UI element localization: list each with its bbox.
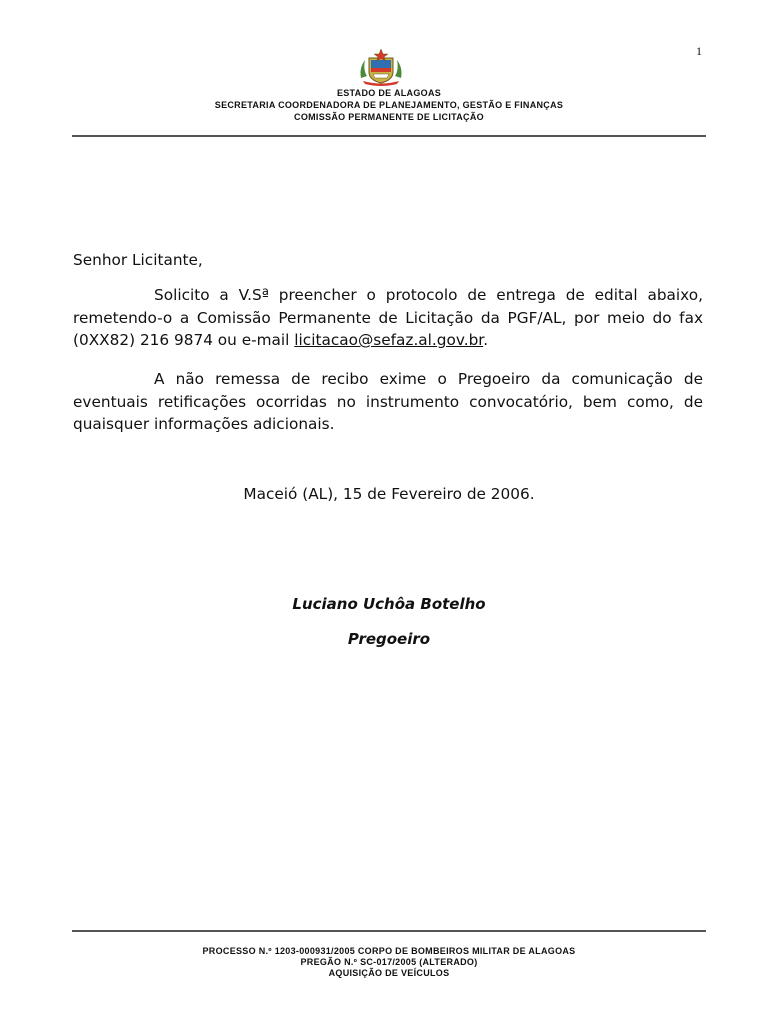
- paragraph-request-end: .: [483, 331, 489, 349]
- footer-process: PROCESSO N.º 1203-000931/2005 CORPO DE BOMBEIROS MILITAR DE ALAGOAS: [202, 946, 576, 956]
- page-number: 1: [696, 44, 702, 58]
- salutation: Senhor Licitante,: [73, 251, 203, 269]
- footer-auction: PREGÃO N.º SC-017/2005 (ALTERADO): [300, 957, 478, 967]
- paragraph-request-text: Solicito a V.Sª preencher o protocolo de entrega de edital abaixo, remetendo-o a Comissão Permanente de Licitação da PGF/AL, por meio do fax (0XX82) 216 9874 ou e-mail: [73, 286, 703, 349]
- document-footer: [0, 946, 770, 979]
- coat-of-arms-icon: [357, 48, 405, 86]
- email-link[interactable]: licitacao@sefaz.al.gov.br: [294, 331, 484, 349]
- signer-role: Pregoeiro: [347, 630, 431, 648]
- paragraph-request: [73, 284, 703, 352]
- header-state: ESTADO DE ALAGOAS: [336, 88, 442, 98]
- date-line: Maceió (AL), 15 de Fevereiro de 2006.: [243, 485, 535, 503]
- header-secretariat: SECRETARIA COORDENADORA DE PLANEJAMENTO, GESTÃO E FINANÇAS: [214, 100, 564, 110]
- signer-name: Luciano Uchôa Botelho: [292, 595, 486, 613]
- header-divider: [72, 135, 706, 137]
- header-commission: COMISSÃO PERMANENTE DE LICITAÇÃO: [294, 112, 484, 122]
- paragraph-notice: [73, 368, 703, 436]
- footer-divider: [72, 930, 706, 932]
- paragraph-notice-text: A não remessa de recibo exime o Pregoeiro da comunicação de eventuais retificações ocorridas no instrumento convocatório, bem como, de quaisquer informações adicionais.: [73, 370, 703, 433]
- document-header: [0, 87, 770, 123]
- footer-subject: AQUISIÇÃO DE VEÍCULOS: [328, 968, 450, 978]
